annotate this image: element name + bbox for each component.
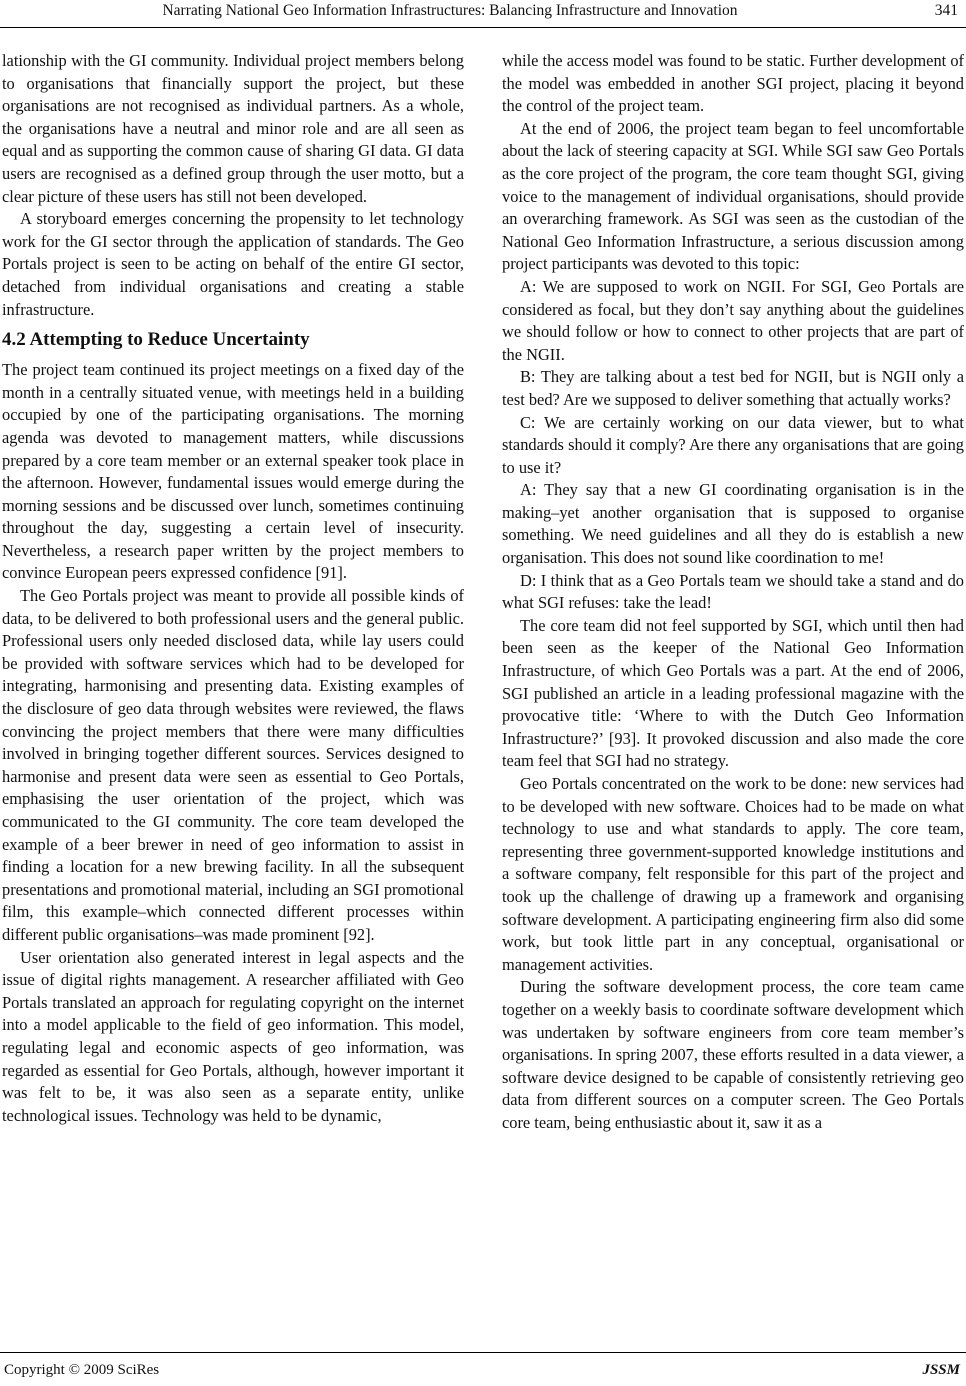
paragraph: The core team did not feel supported by SGI, which until then had been seen as the keeper of the National Geo Information Infrastructure, of which Geo Portals was a part. At the end of 2006, SGI published an article in a leading professional magazine with the provocative title: ‘Where to with the Dutch Geo Information Infrastructure?’ [93]. It provoked discussion and also made the core team feel that SGI had no strategy. xyxy=(502,615,964,771)
paragraph: A storyboard emerges concerning the propensity to let technology work for the GI sector through the application of standards. The Geo Portals project is seen to be acting on behalf of the entire GI sector, detached from individual organisations and creating a stable infrastructure. xyxy=(2,209,464,319)
left-column xyxy=(2,50,464,1127)
page-footer xyxy=(0,1352,966,1386)
page-number: 341 xyxy=(934,2,958,19)
header-rule xyxy=(0,27,966,28)
paragraph: while the access model was found to be static. Further development of the model was embedded in another SGI project, placing it beyond the control of the project team. xyxy=(502,51,964,116)
quote-paragraph: B: They are talking about a test bed for NGII, but is NGII only a test bed? Are we supposed to deliver something that actually works? xyxy=(502,367,964,409)
paragraph: Geo Portals concentrated on the work to be done: new services had to be developed with new software. Choices had to be made on what technology to use and what standards to apply. The core team, representing three government-supported knowledge institutions and a software company, felt responsible for this part of the project and took up the challenge of drawing up a framework and organising software development. A participating engineering firm also did some work, but took little part in any conceptual, organisational or management activities. xyxy=(502,774,964,974)
right-column xyxy=(502,50,964,1135)
paragraph: lationship with the GI community. Individual project members belong to organisations that financially support the project, but these organisations are not recognised as individual partners. As a whole, the organisations have a neutral and minor role and are all seen as equal and as supporting the common cause of sharing GI data. GI data users are recognised as a defined group through the user motto, but a clear picture of these users has still not been developed. xyxy=(2,51,464,206)
quote-paragraph: A: We are supposed to work on NGII. For SGI, Geo Portals are considered as focal, but they don’t say anything about the guidelines we should follow or how to connect to other projects that are part of the NGII. xyxy=(502,276,964,364)
paragraph: At the end of 2006, the project team began to feel uncomfortable about the lack of steering capacity at SGI. While SGI saw Geo Portals as the core project of the program, the core team thought SGI, giving voice to the management of individual organisations, should provide an overarching framework. As SGI was seen as the custodian of the National Geo Information Infrastructure, a serious discussion among project participants was devoted to this topic: xyxy=(502,118,964,274)
paragraph: The Geo Portals project was meant to provide all possible kinds of data, to be delivered to both professional users and the general public. Professional users only needed disclosed data, while lay users could be provided with software services which had to be developed for integrating, harmonising and presenting data. Existing examples of the disclosure of geo data through websites were reviewed, the flaws convincing the project members that there were many difficulties involved in bringing together different sources. Services designed to harmonise and present data were seen as essential to Geo Portals, emphasising the user orientation of the project, which was communicated to the GI community. The core team developed the example of a beer brewer in need of geo information to assist in finding a location for a new brewing facility. In all the subsequent presentations and promotional material, including an SGI promotional film, this example–which connected different processes within different public organisations–was made prominent [92]. xyxy=(2,586,464,944)
paragraph: During the software development process, the core team came together on a weekly basis to coordinate software development which was undertaken by software engineers from core team member’s organisations. In spring 2007, these efforts resulted in a data viewer, a software device designed to be capable of consistently retrieving geo data from different sources on a computer screen. The Geo Portals core team, being enthusiastic about it, saw it as a xyxy=(502,977,964,1132)
quote-paragraph: C: We are certainly working on our data viewer, but to what standards should it comply? Are there any organisations that are going to use it? xyxy=(502,412,964,477)
journal-abbreviation: JSSM xyxy=(922,1362,960,1378)
section-heading: 4.2 Attempting to Reduce Uncertainty xyxy=(2,329,310,351)
quote-paragraph: D: I think that as a Geo Portals team we should take a stand and do what SGI refuses: take the lead! xyxy=(502,570,964,613)
copyright-notice: Copyright © 2009 SciRes xyxy=(4,1362,160,1378)
paragraph: The project team continued its project meetings on a fixed day of the month in a centrally situated venue, with meetings held in a building occupied by one of the participating organisations. The morning agenda was devoted to management matters, while discussions prepared by a core team member or an external speaker took place in the afternoon. However, fundamental issues would emerge during the morning sessions and be discussed over lunch, sometimes continuing throughout the day, suggesting a certain level of insecurity. Nevertheless, a research paper written by the project members to convince European peers expressed confidence [91]. xyxy=(2,360,464,583)
quote-paragraph: A: They say that a new GI coordinating organisation is in the making–yet another organisation that is supposed to organise something. We need guidelines and all they do is establish a new organisation. This does not sound like coordination to me! xyxy=(502,480,964,568)
footer-rule xyxy=(0,1352,966,1353)
paragraph: User orientation also generated interest in legal aspects and the issue of digital rights management. A researcher affiliated with Geo Portals translated an approach for regulating copyright on the internet into a model applicable to the field of geo information. This model, regulating legal and economic aspects of geo information, was regarded as essential for Geo Portals, although, however important it was felt to be, it was also seen as a separate entity, unlike technological issues. Technology was held to be dynamic, xyxy=(2,947,464,1125)
page-header xyxy=(0,0,966,30)
running-title: Narrating National Geo Information Infrastructures: Balancing Infrastructure and Innovation xyxy=(162,2,738,19)
